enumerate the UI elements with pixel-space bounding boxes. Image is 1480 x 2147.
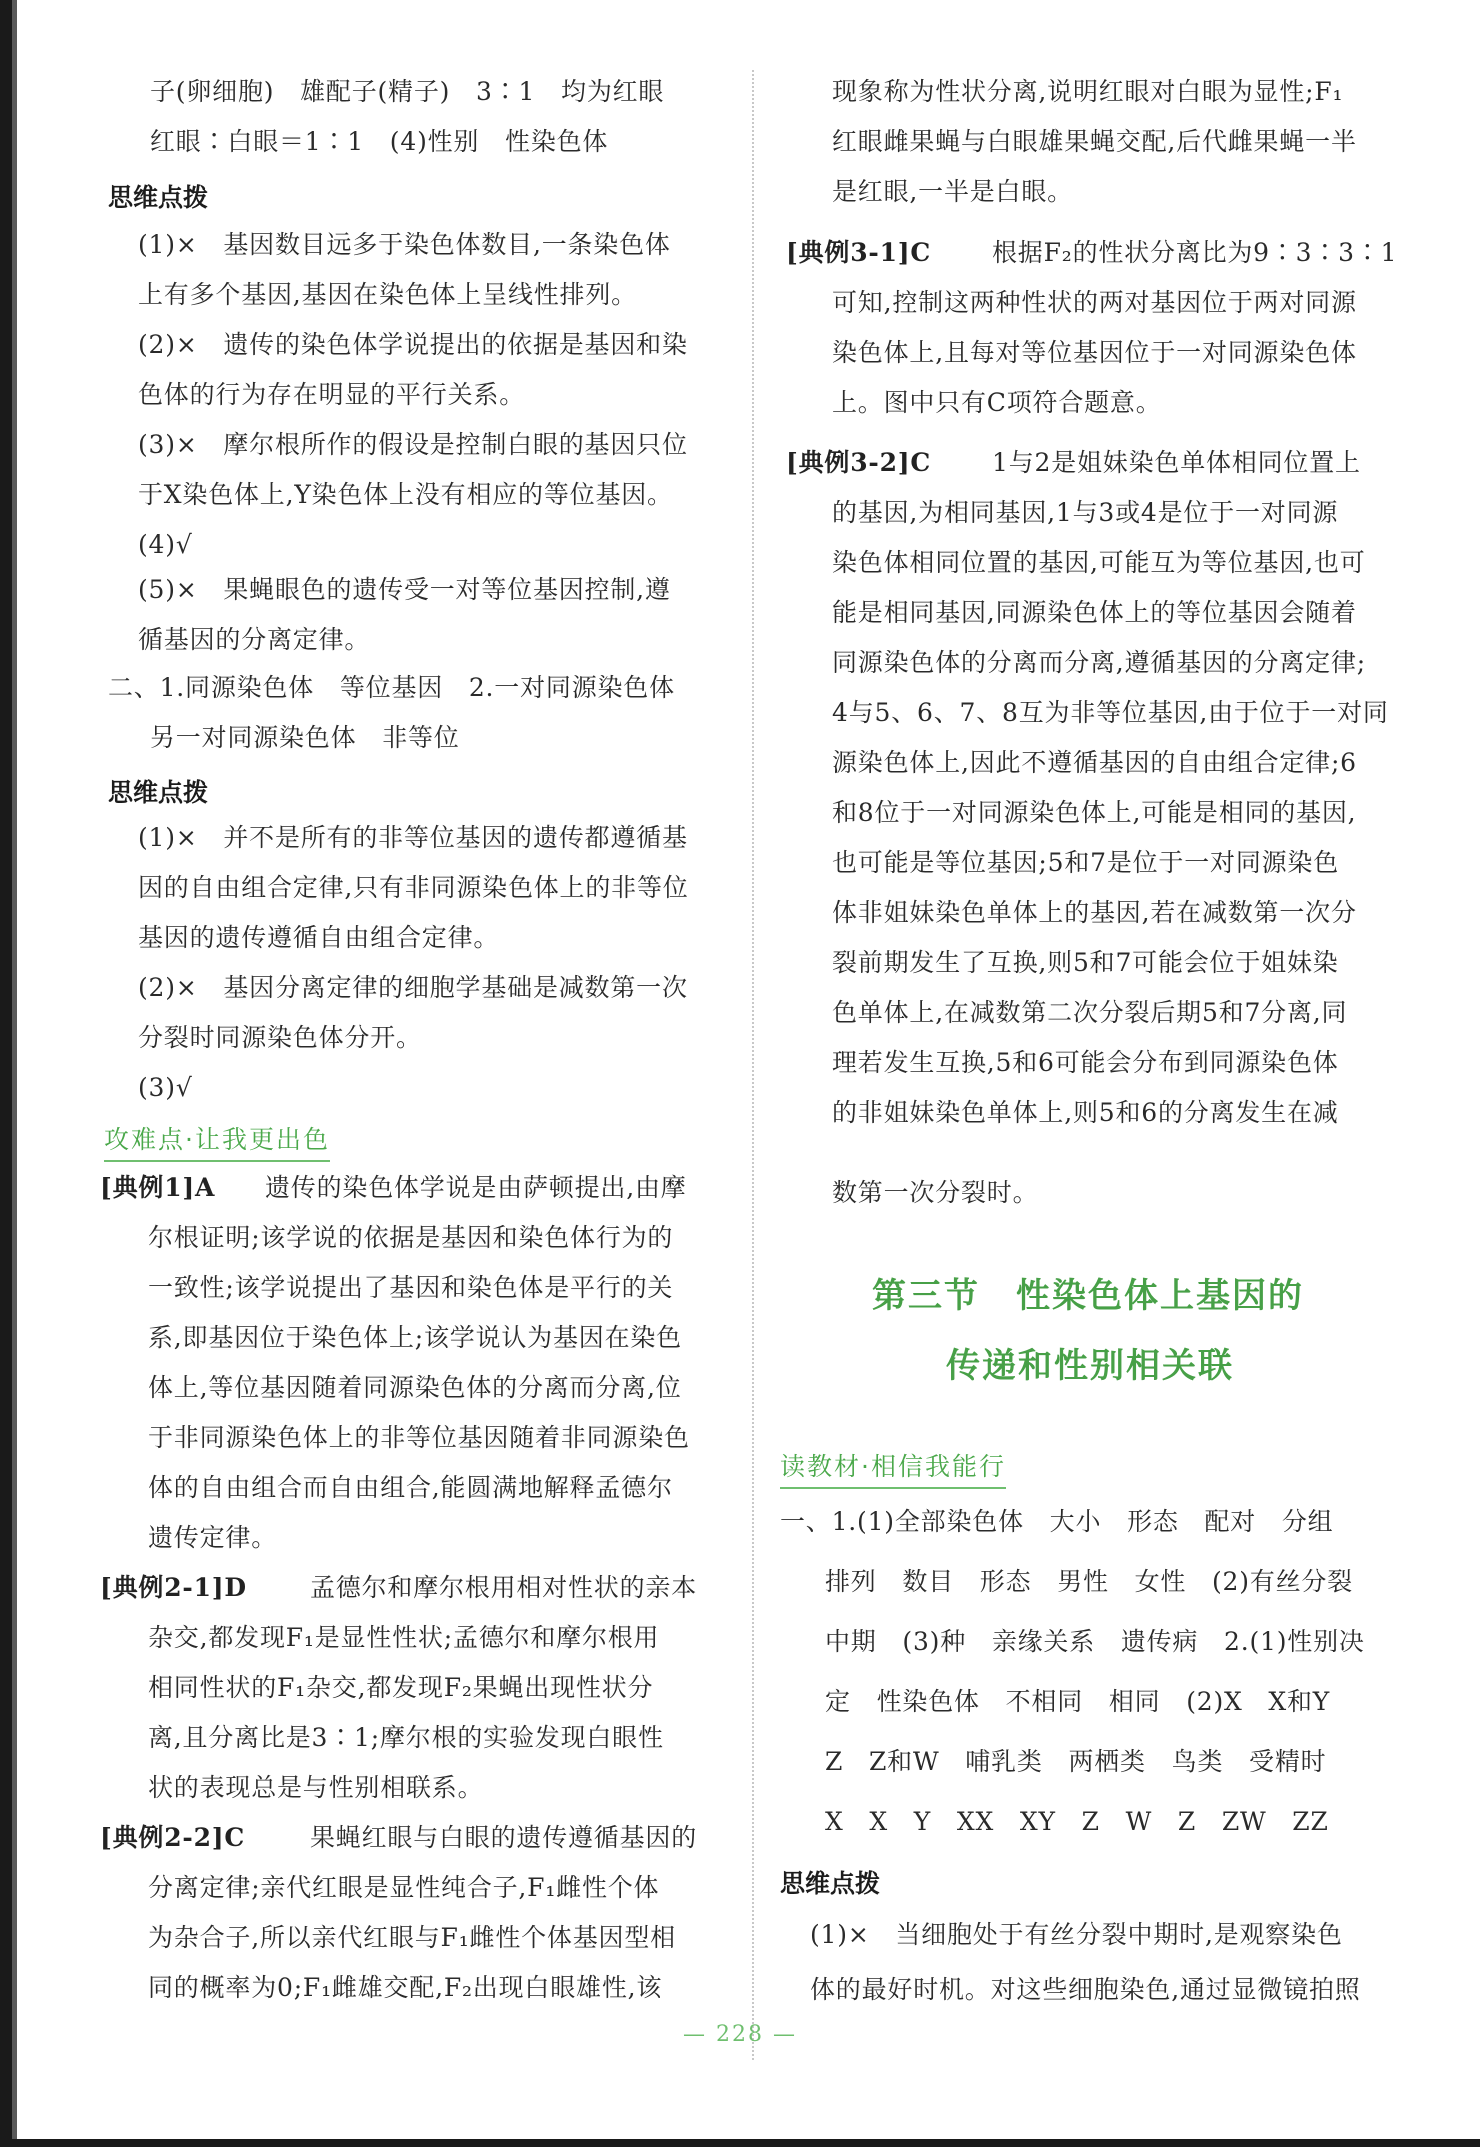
text-line: (2)× 遗传的染色体学说提出的依据是基因和染 [138,330,688,359]
text-line: 循基因的分离定律。 [138,625,371,654]
text-line: 因的自由组合定律,只有非同源染色体上的非等位 [138,873,689,902]
scan-edge-left-shadow [12,0,17,2147]
text-line: 果蝇红眼与白眼的遗传遵循基因的 [310,1823,698,1852]
section-heading: 思维点拨 [780,1869,881,1898]
column-divider [752,70,754,2060]
text-line: 的非姐妹染色单体上,则5和6的分离发生在减 [832,1098,1339,1127]
text-line: 体的自由组合而自由组合,能圆满地解释孟德尔 [148,1473,673,1502]
section-heading: 思维点拨 [108,183,209,212]
text-line: (2)× 基因分离定律的细胞学基础是减数第一次 [138,973,688,1002]
text-line: 孟德尔和摩尔根用相对性状的亲本 [310,1573,698,1602]
text-line: 能是相同基因,同源染色体上的等位基因会随着 [832,598,1357,627]
text-line: 状的表现总是与性别相联系。 [148,1773,484,1802]
text-line: 子(卵细胞) 雄配子(精子) 3∶1 均为红眼 [150,77,665,106]
section-heading: 思维点拨 [108,778,209,807]
page-number: — 228 — [683,2022,797,2047]
text-line: 的基因,为相同基因,1与3或4是位于一对同源 [832,498,1339,527]
text-line: 同的概率为0;F₁雌雄交配,F₂出现白眼雄性,该 [148,1973,663,2002]
green-section-heading: 读教材·相信我能行 [780,1447,1006,1489]
text-line: 染色体相同位置的基因,可能互为等位基因,也可 [832,548,1366,577]
text-line: (3)√ [138,1073,193,1102]
text-line: (1)× 基因数目远多于染色体数目,一条染色体 [138,230,671,259]
text-line: 系,即基因位于染色体上;该学说认为基因在染色 [148,1323,682,1352]
text-line: 为杂合子,所以亲代红眼与F₁雌性个体基因型相 [148,1923,676,1952]
text-line: 一致性;该学说提出了基因和染色体是平行的关 [148,1273,674,1302]
scan-edge-left [0,0,12,2147]
text-line: (1)× 当细胞处于有丝分裂中期时,是观察染色 [810,1920,1343,1949]
text-line: 于非同源染色体上的非等位基因随着非同源染色 [148,1423,690,1452]
text-line: 一、1.(1)全部染色体 大小 形态 配对 分组 [780,1507,1334,1536]
text-line: 和8位于一对同源染色体上,可能是相同的基因, [832,798,1357,827]
text-line: X X Y XX XY Z W Z ZW ZZ [825,1807,1329,1836]
text-line: 现象称为性状分离,说明红眼对白眼为显性;F₁ [832,77,1344,106]
text-line: 源染色体上,因此不遵循基因的自由组合定律;6 [832,748,1357,777]
text-line: 遗传的染色体学说是由萨顿提出,由摩 [265,1173,687,1202]
text-line: 红眼∶白眼＝1∶1 (4)性别 性染色体 [150,127,609,156]
text-line: 数第一次分裂时。 [832,1178,1039,1207]
green-section-heading: 攻难点·让我更出色 [104,1120,330,1162]
text-line: 遗传定律。 [148,1523,278,1552]
text-line: 理若发生互换,5和6可能会分布到同源染色体 [832,1048,1339,1077]
text-line: 尔根证明;该学说的依据是基因和染色体行为的 [148,1223,674,1252]
text-line: 分离定律;亲代红眼是显性纯合子,F₁雌性个体 [148,1873,660,1902]
text-line: 体的最好时机。对这些细胞染色,通过显微镜拍照 [810,1975,1361,2004]
text-line: 于X染色体上,Y染色体上没有相应的等位基因。 [138,480,673,509]
text-line: 裂前期发生了互换,则5和7可能会位于姐妹染 [832,948,1339,977]
text-line: 上有多个基因,基因在染色体上呈线性排列。 [138,280,637,309]
text-line: 1与2是姐妹染色单体相同位置上 [992,448,1361,477]
text-line: 也可能是等位基因;5和7是位于一对同源染色 [832,848,1340,877]
text-line: 红眼雌果蝇与白眼雄果蝇交配,后代雌果蝇一半 [832,127,1357,156]
example-tag: [典例3-1]C [786,238,932,267]
text-line: 根据F₂的性状分离比为9∶3∶3∶1 [992,238,1398,267]
example-tag: [典例2-1]D [100,1573,247,1602]
example-tag: [典例3-2]C [786,448,932,477]
chapter-title-line2: 传递和性别相关联 [946,1346,1234,1386]
text-line: 排列 数目 形态 男性 女性 (2)有丝分裂 [825,1567,1354,1596]
text-line: 中期 (3)种 亲缘关系 遗传病 2.(1)性别决 [825,1627,1365,1656]
text-line: 体上,等位基因随着同源染色体的分离而分离,位 [148,1373,682,1402]
text-line: 染色体上,且每对等位基因位于一对同源染色体 [832,338,1357,367]
text-line: 二、1.同源染色体 等位基因 2.一对同源染色体 [108,673,675,702]
text-line: 上。图中只有C项符合题意。 [832,388,1162,417]
text-line: Z Z和W 哺乳类 两栖类 鸟类 受精时 [825,1747,1327,1776]
chapter-title-line1: 第三节 性染色体上基因的 [872,1276,1304,1316]
text-line: 4与5、6、7、8互为非等位基因,由于位于一对同 [832,698,1389,727]
example-tag: [典例2-2]C [100,1823,246,1852]
text-line: 基因的遗传遵循自由组合定律。 [138,923,500,952]
text-line: (3)× 摩尔根所作的假设是控制白眼的基因只位 [138,430,688,459]
scan-edge-bottom [0,2139,1480,2147]
text-line: 是红眼,一半是白眼。 [832,177,1073,206]
text-line: 色单体上,在减数第二次分裂后期5和7分离,同 [832,998,1348,1027]
text-line: 另一对同源染色体 非等位 [150,723,460,752]
text-line: 可知,控制这两种性状的两对基因位于两对同源 [832,288,1357,317]
text-line: 分裂时同源染色体分开。 [138,1023,422,1052]
text-line: (4)√ [138,530,193,559]
text-line: 色体的行为存在明显的平行关系。 [138,380,526,409]
example-tag: [典例1]A [100,1173,216,1202]
text-line: 离,且分离比是3∶1;摩尔根的实验发现白眼性 [148,1723,664,1752]
text-line: 同源染色体的分离而分离,遵循基因的分离定律; [832,648,1366,677]
text-line: (5)× 果蝇眼色的遗传受一对等位基因控制,遵 [138,575,671,604]
text-line: 定 性染色体 不相同 相同 (2)X X和Y [825,1687,1331,1716]
text-line: (1)× 并不是所有的非等位基因的遗传都遵循基 [138,823,688,852]
text-line: 体非姐妹染色单体上的基因,若在减数第一次分 [832,898,1357,927]
text-line: 相同性状的F₁杂交,都发现F₂果蝇出现性状分 [148,1673,654,1702]
text-line: 杂交,都发现F₁是显性性状;孟德尔和摩尔根用 [148,1623,660,1652]
